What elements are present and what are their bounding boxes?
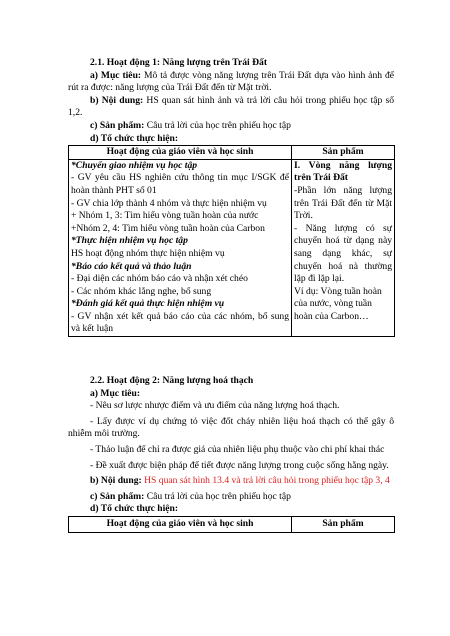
table-header-row: [69, 516, 395, 532]
product-cell: [292, 159, 395, 336]
objective-item: - Đề xuất được biện pháp để tiết được năng lượng trong cuộc sống hằng ngày.: [90, 459, 389, 471]
section-1-objective: a) Mục tiêu: Mô tả được vòng năng lượng trên Trái Đất dựa vào hình ảnh để rút ra được: năng lượng của Trái Đất đến từ Mặt trời.: [68, 69, 394, 94]
list-item: HS hoạt động nhóm thực hiện nhiệm vụ: [71, 247, 225, 259]
section-1-organization: d) Tổ chức thực hiện:: [90, 132, 179, 144]
header-teacher-student: Hoạt động của giáo viên và học sinh: [69, 146, 292, 160]
section-2-content: b) Nội dung: HS quan sát hình 13.4 và trả lời câu hỏi trong phiếu học tập 3, 4: [90, 475, 390, 487]
section-1-content: b) Nội dung: HS quan sát hình ảnh và trả lời câu hỏi trong phiếu học tập số 1,2.: [68, 94, 394, 119]
objective-item: - Thảo luận để chỉ ra được giá của nhiên liệu phụ thuộc vào chi phí khai thác: [90, 443, 385, 455]
section-2-organization: d) Tổ chức thực hiện:: [90, 503, 179, 515]
header-teacher-student: Hoạt động của giáo viên và học sinh: [69, 516, 292, 532]
activity-1-table: [68, 145, 395, 337]
section-2-product: c) Sản phẩm: Câu trả lời của học trên phiếu học tập: [90, 490, 291, 502]
header-product: Sản phẩm: [292, 146, 395, 160]
task-assignment-heading: *Chuyển giao nhiệm vụ học tập: [71, 159, 198, 171]
list-item: - Các nhóm khác lắng nghe, bổ sung: [71, 285, 212, 297]
header-product: Sản phẩm: [292, 516, 395, 532]
section-2-objective-label: a) Mục tiêu:: [90, 387, 141, 399]
product-heading: I. Vòng năng lượng trên Trái Đất: [294, 159, 392, 184]
table-header-row: [69, 146, 395, 160]
section-2-heading: 2.2. Hoạt động 2: Năng lượng hoá thạch: [90, 375, 254, 386]
section-2: [68, 375, 394, 533]
list-item: Ví dụ: Vòng tuần hoàn của nước, vòng tuần hoàn của Carbon…: [294, 285, 382, 322]
activity-2-table: [68, 516, 395, 533]
table-row: [69, 159, 395, 336]
section-1: [68, 57, 394, 337]
list-item: - Năng lượng có sự chuyển hoá từ dạng này sang dạng khác, sự chuyển hoá nà thường lặp đi lặp lại.: [294, 222, 392, 285]
list-item: + Nhóm 1, 3: Tìm hiểu vòng tuần hoàn của nước: [71, 210, 259, 222]
section-1-heading: 2.1. Hoạt động 1: Năng lượng trên Trái Đất: [90, 57, 268, 68]
objective-item: - Lấy được ví dụ chứng tỏ việc đốt cháy nhiên liệu hoá thạch có thể gây ô nhiễm môi trường.: [68, 415, 394, 440]
teacher-student-cell: [69, 159, 292, 336]
objective-item: - Nêu sơ lược nhược điểm và ưu điểm của năng lượng hoá thạch.: [90, 400, 340, 412]
list-item: - GV nhận xét kết quả báo cáo của các nhóm, bổ sung và kết luận: [71, 310, 289, 335]
section-1-product: c) Sản phẩm: Câu trả lời của học trên phiếu học tập: [90, 119, 291, 131]
list-item: +Nhóm 2, 4: Tìm hiểu vòng tuần hoàn của Carbon: [71, 222, 265, 234]
list-item: -Phần lớn năng lượng trên Trái Đất đến từ Mặt Trời.: [294, 184, 392, 222]
list-item: - Đại diện các nhóm báo cáo và nhận xét chéo: [71, 273, 248, 285]
report-heading: *Báo cáo kết quả và thảo luận: [71, 260, 192, 272]
list-item: - GV chia lớp thành 4 nhóm và thực hiện nhiệm vụ: [71, 197, 267, 209]
task-execution-heading: *Thực hiện nhiệm vụ học tập: [71, 235, 188, 247]
evaluation-heading: *Đánh giá kết quả thực hiện nhiệm vụ: [71, 298, 225, 310]
list-item: - GV yêu cầu HS nghiên cứu thông tin mục I/SGK để hoàn thành PHT số 01: [71, 172, 289, 196]
